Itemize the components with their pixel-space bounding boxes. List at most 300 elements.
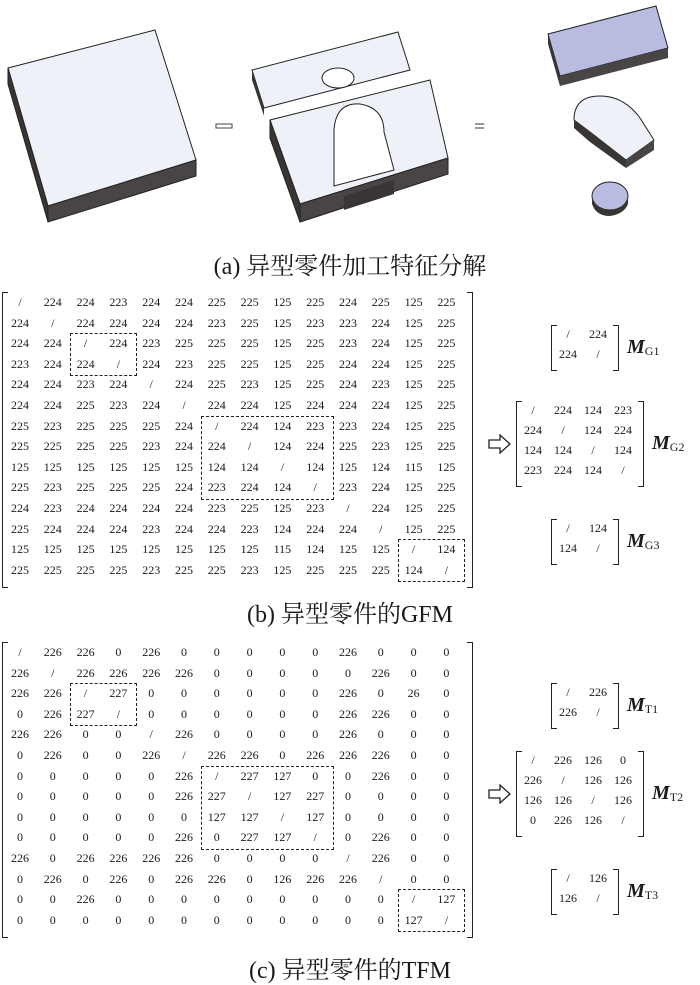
matrix-cell: 226	[306, 871, 325, 886]
right-arrow-icon	[488, 784, 512, 804]
matrix-cell: 225	[11, 562, 29, 577]
matrix-cell: 0	[443, 706, 450, 721]
matrix-cell: 225	[306, 295, 325, 309]
right-arrow-icon	[488, 434, 512, 454]
matrix-cell: /	[280, 459, 285, 474]
matrix-cell: 224	[371, 356, 390, 371]
matrix-cell: 125	[339, 459, 357, 474]
matrix-cell: 226	[109, 851, 128, 865]
matrix-cell: 125	[404, 398, 423, 412]
matrix-cell: 224	[43, 295, 62, 309]
matrix-cell: 224	[11, 501, 29, 515]
matrix-cell: 115	[273, 542, 292, 557]
matrix-cell: 0	[213, 706, 220, 721]
matrix-cell: 0	[377, 912, 384, 927]
matrix-cell: 0	[410, 871, 417, 886]
matrix-cell: 124	[273, 418, 292, 433]
matrix-cell: /	[346, 501, 350, 515]
matrix-cell: 125	[11, 459, 29, 474]
matrix-cell: 0	[279, 727, 286, 742]
result-parts	[548, 6, 668, 216]
matrix-cell: 26	[407, 686, 420, 701]
matrix-cell: 124	[371, 459, 390, 474]
matrix-cell: 0	[443, 851, 450, 865]
matrix-cell: 127	[273, 830, 292, 845]
matrix-cell: 223	[207, 501, 226, 515]
matrix-cell: 224	[207, 398, 226, 412]
matrix-cell: 0	[82, 912, 89, 927]
matrix-cell: 0	[115, 809, 122, 824]
matrix-cell: 225	[11, 480, 29, 495]
submatrix-cell: 224	[554, 403, 572, 417]
tfm-submatrices	[500, 640, 700, 940]
matrix-cell: 224	[175, 377, 193, 392]
submatrix-label-letter: M	[627, 694, 645, 716]
matrix-cell: 125	[404, 439, 423, 454]
matrix-cell: 0	[213, 851, 220, 865]
matrix-cell: 125	[339, 542, 357, 557]
matrix-cell: 0	[49, 851, 56, 865]
matrix-cell: 225	[240, 315, 259, 330]
matrix-cell: 125	[404, 480, 423, 495]
matrix-cell: 226	[175, 789, 193, 804]
matrix-cell: 125	[273, 562, 292, 577]
submatrix-cell: 226	[554, 753, 572, 767]
matrix-cell: 0	[443, 768, 450, 783]
matrix-cell: 225	[437, 501, 456, 515]
matrix-cell: /	[215, 768, 219, 783]
matrix-cell: 226	[175, 665, 193, 680]
matrix-cell: 226	[43, 706, 62, 721]
matrix-cell: 125	[404, 315, 423, 330]
submatrix-label-subscript: G2	[669, 440, 685, 454]
matrix-cell: 225	[142, 480, 161, 495]
matrix-cell: 225	[240, 295, 259, 309]
matrix-cell: 225	[76, 480, 95, 495]
matrix-cell: 225	[437, 356, 456, 371]
matrix-cell: 225	[437, 480, 456, 495]
matrix-cell: 0	[410, 809, 417, 824]
matrix-cell: 125	[404, 521, 423, 536]
matrix-cell: 0	[345, 665, 351, 680]
matrix-cell: 225	[339, 562, 357, 577]
matrix-cell: 124	[273, 480, 292, 495]
matrix-cell: 0	[246, 892, 253, 907]
matrix-cell: /	[247, 789, 252, 804]
matrix-cell: 0	[49, 809, 56, 824]
submatrix-label-subscript: G3	[644, 538, 660, 552]
matrix-cell: 223	[339, 480, 357, 495]
matrix-cell: 223	[109, 295, 128, 309]
submatrix-cell: /	[561, 773, 565, 787]
matrix-cell: 225	[11, 439, 29, 454]
matrix-cell: /	[313, 830, 317, 845]
matrix-cell: 125	[142, 459, 161, 474]
matrix-cell: 225	[371, 295, 390, 309]
matrix-cell: 224	[11, 336, 29, 351]
matrix-cell: 225	[306, 336, 325, 351]
submatrix-cell: 224	[589, 327, 607, 341]
matrix-cell: 0	[148, 871, 155, 886]
matrix-cell: 225	[43, 562, 62, 577]
matrix-cell: 0	[181, 912, 187, 927]
matrix-cell: 0	[443, 871, 450, 886]
matrix-cell: 0	[443, 686, 450, 701]
matrix-cell: 225	[43, 439, 62, 454]
matrix-cell: 224	[240, 398, 259, 412]
submatrix-cell: /	[596, 891, 600, 905]
matrix-cell: 125	[240, 542, 259, 557]
matrix-cell: 225	[76, 398, 95, 412]
matrix-cell: 0	[279, 686, 286, 701]
submatrix-right-bracket	[613, 869, 619, 915]
matrix-cell: 125	[404, 295, 423, 309]
matrix-cell: 0	[345, 892, 351, 907]
matrix-cell: 223	[142, 336, 161, 351]
matrix-cell: 225	[437, 418, 456, 433]
matrix-cell: 226	[109, 871, 128, 886]
matrix-cell: 225	[437, 377, 456, 392]
matrix-cell: 223	[207, 480, 226, 495]
matrix-right-bracket	[467, 642, 473, 938]
matrix-cell: 127	[306, 809, 325, 824]
matrix-cell: 0	[82, 830, 89, 845]
submatrix-cell: 226	[554, 813, 572, 827]
matrix-cell: 0	[115, 748, 122, 762]
matrix-cell: 125	[404, 336, 423, 351]
matrix-cell: 0	[345, 768, 351, 783]
matrix-cell: 0	[181, 645, 187, 659]
matrix-cell: 224	[175, 521, 193, 536]
matrix-cell: 0	[410, 789, 417, 804]
submatrix-label-letter: M	[627, 880, 645, 902]
matrix-cell: 0	[213, 892, 220, 907]
matrix-cell: 225	[437, 521, 456, 536]
matrix-cell: 224	[371, 501, 390, 515]
matrix-cell: 225	[11, 521, 29, 536]
matrix-cell: 0	[443, 748, 450, 762]
submatrix-cell: 0	[530, 813, 536, 827]
matrix-cell: /	[83, 336, 88, 351]
submatrix-cell: /	[531, 753, 535, 767]
matrix-cell: 0	[410, 706, 417, 721]
matrix-cell: 224	[240, 418, 259, 433]
matrix-right-bracket	[467, 292, 473, 588]
matrix-cell: 224	[306, 521, 325, 536]
matrix-cell: 223	[339, 418, 357, 433]
submatrix-cell: 126	[614, 793, 632, 807]
matrix-cell: 0	[377, 727, 384, 742]
matrix-cell: 0	[312, 645, 319, 659]
feature-decomposition-figure	[0, 0, 700, 240]
matrix-cell: 224	[207, 439, 226, 454]
matrix-cell: 224	[43, 521, 62, 536]
matrix-cell: 0	[181, 809, 187, 824]
matrix-cell: 224	[76, 521, 95, 536]
matrix-cell: 0	[312, 912, 319, 927]
matrix-cell: 226	[76, 665, 95, 680]
submatrix-cell: /	[566, 327, 570, 341]
matrix-cell: 224	[371, 336, 390, 351]
matrix-cell: 0	[279, 851, 286, 865]
matrix-cell: 225	[109, 418, 128, 433]
matrix-cell: 125	[273, 356, 292, 371]
matrix-cell: 223	[306, 501, 325, 515]
matrix-cell: 0	[115, 830, 122, 845]
matrix-cell: /	[116, 356, 121, 371]
matrix-cell: 224	[339, 377, 357, 392]
matrix-cell: 0	[246, 686, 253, 701]
matrix-cell: 0	[312, 665, 319, 680]
matrix-cell: 224	[11, 398, 29, 412]
matrix-cell: 224	[371, 418, 390, 433]
matrix-cell: 225	[306, 377, 325, 392]
matrix-cell: 226	[142, 851, 161, 865]
submatrix-cell: /	[566, 685, 570, 699]
matrix-cell: 226	[11, 727, 29, 742]
matrix-cell: 0	[148, 686, 155, 701]
matrix-cell: 0	[312, 892, 319, 907]
matrix-cell: /	[215, 418, 219, 433]
matrix-cell: 0	[443, 830, 450, 845]
matrix-cell: 0	[17, 892, 23, 907]
minus-operator	[216, 124, 232, 128]
matrix-cell: 0	[377, 892, 384, 907]
matrix-cell: 226	[306, 748, 325, 762]
matrix-cell: 115	[404, 459, 423, 474]
matrix-cell: 125	[437, 459, 456, 474]
matrix-cell: 225	[306, 562, 325, 577]
matrix-cell: /	[280, 809, 285, 824]
matrix-cell: 224	[43, 377, 62, 392]
matrix-cell: 224	[339, 398, 357, 412]
matrix-cell: 125	[76, 542, 95, 557]
submatrix-cell: 124	[584, 463, 602, 477]
submatrix-label-subscript: T2	[669, 790, 684, 804]
matrix-cell: 226	[339, 686, 357, 701]
matrix-cell: 0	[410, 727, 417, 742]
matrix-cell: 225	[76, 562, 95, 577]
submatrix-cell: /	[596, 705, 600, 719]
matrix-cell: 0	[213, 645, 220, 659]
matrix-cell: 0	[246, 706, 253, 721]
matrix-cell: 124	[306, 542, 325, 557]
matrix-cell: 125	[273, 501, 292, 515]
sub-block-outline	[398, 539, 466, 582]
matrix-cell: 125	[273, 398, 292, 412]
matrix-cell: 0	[181, 892, 187, 907]
matrix-cell: 223	[371, 377, 390, 392]
matrix-cell: 0	[17, 748, 23, 762]
matrix-cell: 223	[306, 418, 325, 433]
matrix-cell: 125	[273, 377, 292, 392]
submatrix-label-letter: M	[652, 782, 670, 804]
matrix-cell: 226	[339, 706, 357, 721]
matrix-cell: 127	[273, 768, 292, 783]
matrix-cell: 0	[49, 830, 56, 845]
submatrix-cell: /	[566, 521, 570, 535]
matrix-cell: 224	[43, 356, 62, 371]
submatrix-cell: 124	[524, 443, 542, 457]
matrix-cell: 0	[312, 851, 319, 865]
matrix-cell: 227	[240, 830, 259, 845]
matrix-cell: 224	[175, 480, 193, 495]
sub-block-outline	[70, 683, 138, 726]
matrix-cell: 125	[273, 315, 292, 330]
matrix-cell: 0	[410, 830, 417, 845]
submatrix-cell: 226	[524, 773, 542, 787]
matrix-cell: 227	[240, 768, 259, 783]
submatrix-cell: 124	[584, 423, 602, 437]
matrix-cell: 127	[207, 809, 226, 824]
matrix-cell: 226	[11, 665, 29, 680]
matrix-cell: 0	[17, 912, 23, 927]
matrix-cell: /	[379, 521, 383, 536]
matrix-cell: 224	[207, 521, 226, 536]
matrix-cell: 224	[109, 377, 128, 392]
matrix-cell: 226	[339, 748, 357, 762]
equals-operator: =	[474, 116, 486, 138]
matrix-cell: 125	[273, 295, 292, 309]
matrix-cell: 224	[43, 398, 62, 412]
sub-block-outline	[398, 889, 466, 932]
matrix-cell: 0	[17, 809, 23, 824]
gfm-submatrices	[500, 290, 700, 590]
matrix-cell: 225	[142, 418, 161, 433]
matrix-cell: 226	[109, 665, 128, 680]
matrix-cell: 0	[377, 809, 384, 824]
matrix-cell: 226	[175, 871, 193, 886]
matrix-cell: 124	[306, 459, 325, 474]
submatrix-label	[652, 432, 684, 455]
matrix-cell: 0	[377, 686, 384, 701]
matrix-cell: 225	[207, 356, 226, 371]
matrix-cell: 224	[43, 336, 62, 351]
submatrix-cell: /	[621, 463, 625, 477]
submatrix-cell: 224	[524, 423, 542, 437]
sub-block-outline	[70, 333, 138, 376]
submatrix-cell: /	[621, 813, 625, 827]
matrix-cell: /	[379, 871, 383, 886]
matrix-cell: 224	[142, 501, 161, 515]
matrix-cell: 0	[181, 686, 187, 701]
submatrix-cell: 226	[559, 705, 577, 719]
matrix-cell: 0	[279, 665, 286, 680]
matrix-cell: 0	[443, 645, 450, 659]
matrix-cell: 125	[404, 418, 423, 433]
matrix-cell: 224	[371, 398, 390, 412]
matrix-cell: 0	[279, 748, 286, 762]
matrix-cell: 223	[339, 315, 357, 330]
matrix-cell: 125	[404, 377, 423, 392]
matrix-cell: /	[18, 295, 22, 309]
matrix-cell: 224	[175, 295, 193, 309]
matrix-cell: 124	[404, 562, 423, 577]
matrix-cell: 0	[246, 727, 253, 742]
submatrix-label-subscript: T3	[644, 888, 659, 902]
matrix-cell: 226	[371, 706, 390, 721]
matrix-cell: 224	[76, 501, 95, 515]
matrix-cell: 0	[148, 809, 155, 824]
matrix-cell: 0	[17, 706, 23, 721]
matrix-cell: 0	[312, 706, 319, 721]
caption-b: (b) 异型零件的GFM	[246, 602, 453, 628]
submatrix-label-letter: M	[627, 530, 645, 552]
matrix-cell: 124	[437, 542, 456, 557]
submatrix-cell: 126	[614, 773, 632, 787]
matrix-cell: 125	[11, 542, 29, 557]
matrix-cell: 226	[175, 727, 193, 742]
matrix-cell: 0	[213, 686, 220, 701]
matrix-cell: 223	[142, 521, 161, 536]
gfm-matrix	[0, 290, 490, 590]
matrix-cell: 0	[49, 892, 56, 907]
matrix-cell: 0	[17, 789, 23, 804]
matrix-cell: /	[116, 706, 121, 721]
matrix-cell: 0	[17, 768, 23, 783]
matrix-cell: /	[247, 439, 252, 454]
matrix-cell: 224	[76, 295, 95, 309]
submatrix-cell: 124	[589, 521, 607, 535]
matrix-cell: 0	[279, 645, 286, 659]
sub-block-outline	[201, 416, 334, 500]
matrix-cell: 0	[246, 871, 253, 886]
matrix-cell: 225	[109, 562, 128, 577]
matrix-cell: 224	[11, 377, 29, 392]
submatrix-cell: 124	[559, 541, 577, 555]
matrix-cell: 0	[115, 768, 122, 783]
matrix-cell: 224	[142, 315, 161, 330]
matrix-cell: 124	[273, 521, 292, 536]
submatrix-cell: 126	[584, 813, 602, 827]
matrix-cell: 0	[443, 665, 450, 680]
matrix-cell: 127	[404, 912, 423, 927]
matrix-cell: 226	[142, 748, 161, 762]
matrix-cell: 0	[49, 912, 56, 927]
submatrix-cell: /	[591, 793, 595, 807]
matrix-cell: 226	[76, 645, 95, 659]
matrix-cell: 0	[246, 851, 253, 865]
matrix-cell: 223	[175, 356, 193, 371]
matrix-cell: 0	[279, 912, 286, 927]
matrix-cell: 225	[11, 418, 29, 433]
matrix-cell: 126	[273, 871, 292, 886]
matrix-cell: 223	[240, 521, 259, 536]
matrix-cell: 0	[213, 665, 220, 680]
matrix-cell: 226	[43, 748, 62, 762]
matrix-cell: 0	[49, 789, 56, 804]
submatrix-cell: 226	[589, 685, 607, 699]
matrix-cell: 225	[240, 336, 259, 351]
submatrix-cell: /	[591, 443, 595, 457]
matrix-cell: 0	[312, 686, 319, 701]
matrix-cell: 0	[148, 912, 155, 927]
matrix-cell: 226	[207, 748, 226, 762]
matrix-cell: 226	[43, 727, 62, 742]
matrix-cell: 225	[207, 295, 226, 309]
matrix-cell: 0	[246, 912, 253, 927]
matrix-cell: 224	[339, 295, 357, 309]
matrix-cell: 225	[371, 562, 390, 577]
matrix-cell: 223	[43, 501, 62, 515]
matrix-cell: 0	[345, 912, 351, 927]
matrix-cell: 226	[142, 645, 161, 659]
matrix-cell: 224	[76, 315, 95, 330]
matrix-cell: 225	[207, 336, 226, 351]
matrix-cell: 226	[371, 851, 390, 865]
matrix-cell: 224	[109, 501, 128, 515]
matrix-cell: 0	[312, 727, 319, 742]
